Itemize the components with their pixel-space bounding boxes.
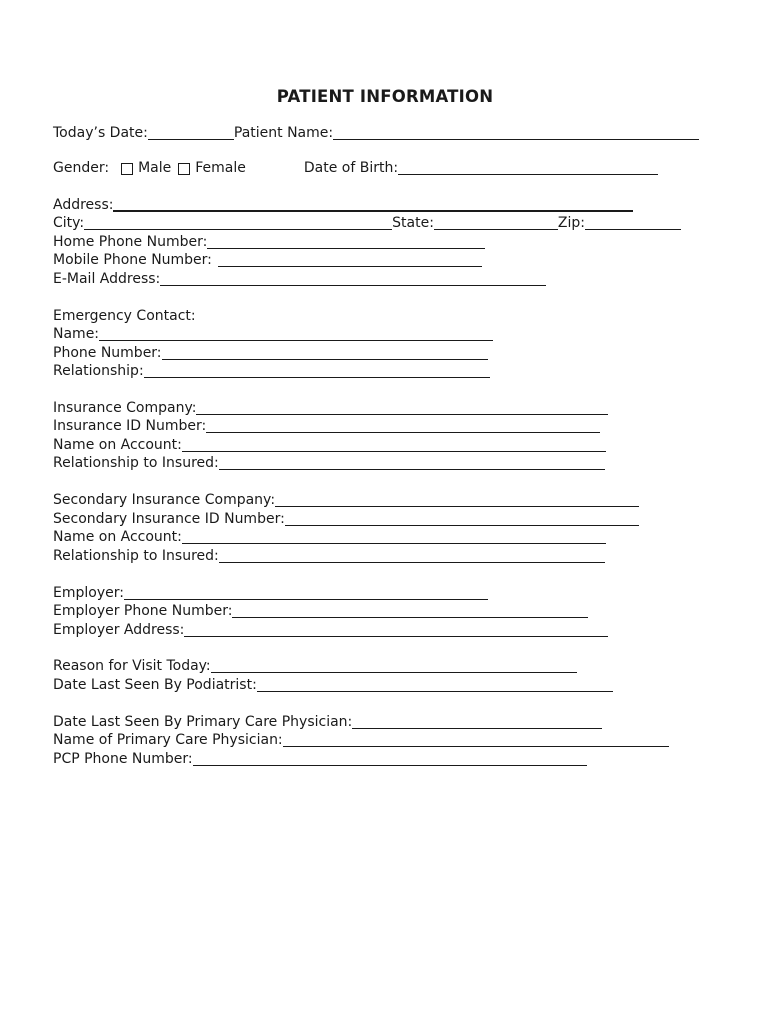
sec-insurance-company-field[interactable]	[275, 491, 639, 507]
row-city-state-zip	[53, 214, 681, 232]
row-ec-phone	[53, 344, 488, 362]
zip-label: Zip:	[557, 215, 586, 231]
gender-label: Gender:	[53, 160, 110, 176]
row-insurance-company	[53, 399, 608, 417]
home-phone-field[interactable]	[207, 233, 485, 249]
email-label: E-Mail Address:	[53, 271, 161, 287]
reason-visit-label: Reason for Visit Today:	[53, 658, 211, 674]
ec-name-label: Name:	[53, 326, 100, 342]
row-mobile-phone	[53, 251, 482, 269]
sec-relationship-insured-label: Relationship to Insured:	[53, 548, 219, 564]
todays-date-label: Today’s Date:	[53, 125, 148, 141]
row-sec-insurance-company	[53, 491, 639, 509]
name-pcp-field[interactable]	[283, 731, 669, 747]
address-field[interactable]	[113, 196, 633, 212]
name-on-account-field[interactable]	[182, 436, 606, 452]
patient-name-label: Patient Name:	[233, 125, 334, 141]
city-field[interactable]	[84, 214, 392, 230]
relationship-insured-field[interactable]	[219, 454, 605, 470]
sec-insurance-id-label: Secondary Insurance ID Number:	[53, 511, 285, 527]
row-gender-dob	[53, 159, 658, 177]
employer-phone-label: Employer Phone Number:	[53, 603, 233, 619]
female-checkbox[interactable]	[178, 163, 190, 175]
row-pcp-phone	[53, 750, 587, 768]
insurance-company-field[interactable]	[196, 399, 608, 415]
ec-relationship-field[interactable]	[144, 362, 490, 378]
row-date-last-pcp	[53, 713, 602, 731]
ec-phone-field[interactable]	[162, 344, 488, 360]
row-sec-insurance-id	[53, 510, 639, 528]
employer-phone-field[interactable]	[232, 602, 588, 618]
row-address	[53, 196, 633, 214]
sec-name-on-account-label: Name on Account:	[53, 529, 182, 545]
employer-field[interactable]	[124, 584, 488, 600]
row-ec-name	[53, 325, 493, 343]
row-date-last-podiatrist	[53, 676, 613, 694]
date-last-podiatrist-label: Date Last Seen By Podiatrist:	[53, 677, 257, 693]
mobile-phone-label: Mobile Phone Number:	[53, 252, 212, 268]
row-sec-name-on-account	[53, 528, 606, 546]
name-on-account-label: Name on Account:	[53, 437, 182, 453]
reason-visit-field[interactable]	[211, 657, 577, 673]
zip-field[interactable]	[585, 214, 681, 230]
patient-name-field[interactable]	[333, 124, 699, 140]
row-employer-address	[53, 621, 608, 639]
date-last-pcp-field[interactable]	[352, 713, 602, 729]
row-date-name	[53, 124, 699, 142]
male-label: Male	[138, 160, 172, 176]
date-last-pcp-label: Date Last Seen By Primary Care Physician:	[53, 714, 353, 730]
email-field[interactable]	[160, 270, 546, 286]
insurance-company-label: Insurance Company:	[53, 400, 197, 416]
employer-label: Employer:	[53, 585, 124, 601]
row-insurance-id	[53, 417, 600, 435]
relationship-insured-label: Relationship to Insured:	[53, 455, 219, 471]
female-label: Female	[195, 160, 246, 176]
state-field[interactable]	[434, 214, 558, 230]
insurance-id-label: Insurance ID Number:	[53, 418, 207, 434]
todays-date-field[interactable]	[148, 124, 234, 140]
city-label: City:	[53, 215, 85, 231]
form-title: PATIENT INFORMATION	[276, 87, 494, 106]
row-sec-relationship-insured	[53, 547, 605, 565]
sec-name-on-account-field[interactable]	[182, 528, 606, 544]
sec-relationship-insured-field[interactable]	[219, 547, 605, 563]
date-last-podiatrist-field[interactable]	[257, 676, 613, 692]
employer-address-label: Employer Address:	[53, 622, 185, 638]
row-ec-relationship	[53, 362, 490, 380]
address-label: Address:	[53, 197, 114, 213]
row-reason-visit	[53, 657, 577, 675]
ec-phone-label: Phone Number:	[53, 345, 162, 361]
pcp-phone-label: PCP Phone Number:	[53, 751, 193, 767]
row-employer	[53, 584, 488, 602]
mobile-phone-field[interactable]	[218, 251, 482, 267]
row-relationship-insured	[53, 454, 605, 472]
name-pcp-label: Name of Primary Care Physician:	[53, 732, 283, 748]
sec-insurance-id-field[interactable]	[285, 510, 639, 526]
emergency-contact-heading: Emergency Contact:	[53, 308, 196, 324]
row-email	[53, 270, 546, 288]
pcp-phone-field[interactable]	[193, 750, 587, 766]
male-checkbox[interactable]	[121, 163, 133, 175]
row-home-phone	[53, 233, 485, 251]
ec-name-field[interactable]	[99, 325, 493, 341]
row-emergency-contact	[53, 307, 196, 325]
sec-insurance-company-label: Secondary Insurance Company:	[53, 492, 276, 508]
employer-address-field[interactable]	[184, 621, 608, 637]
insurance-id-field[interactable]	[206, 417, 600, 433]
ec-relationship-label: Relationship:	[53, 363, 144, 379]
row-name-pcp	[53, 731, 669, 749]
row-name-on-account	[53, 436, 606, 454]
row-employer-phone	[53, 602, 588, 620]
dob-field[interactable]	[398, 159, 658, 175]
home-phone-label: Home Phone Number:	[53, 234, 208, 250]
dob-label: Date of Birth:	[303, 160, 399, 176]
state-label: State:	[392, 215, 434, 231]
